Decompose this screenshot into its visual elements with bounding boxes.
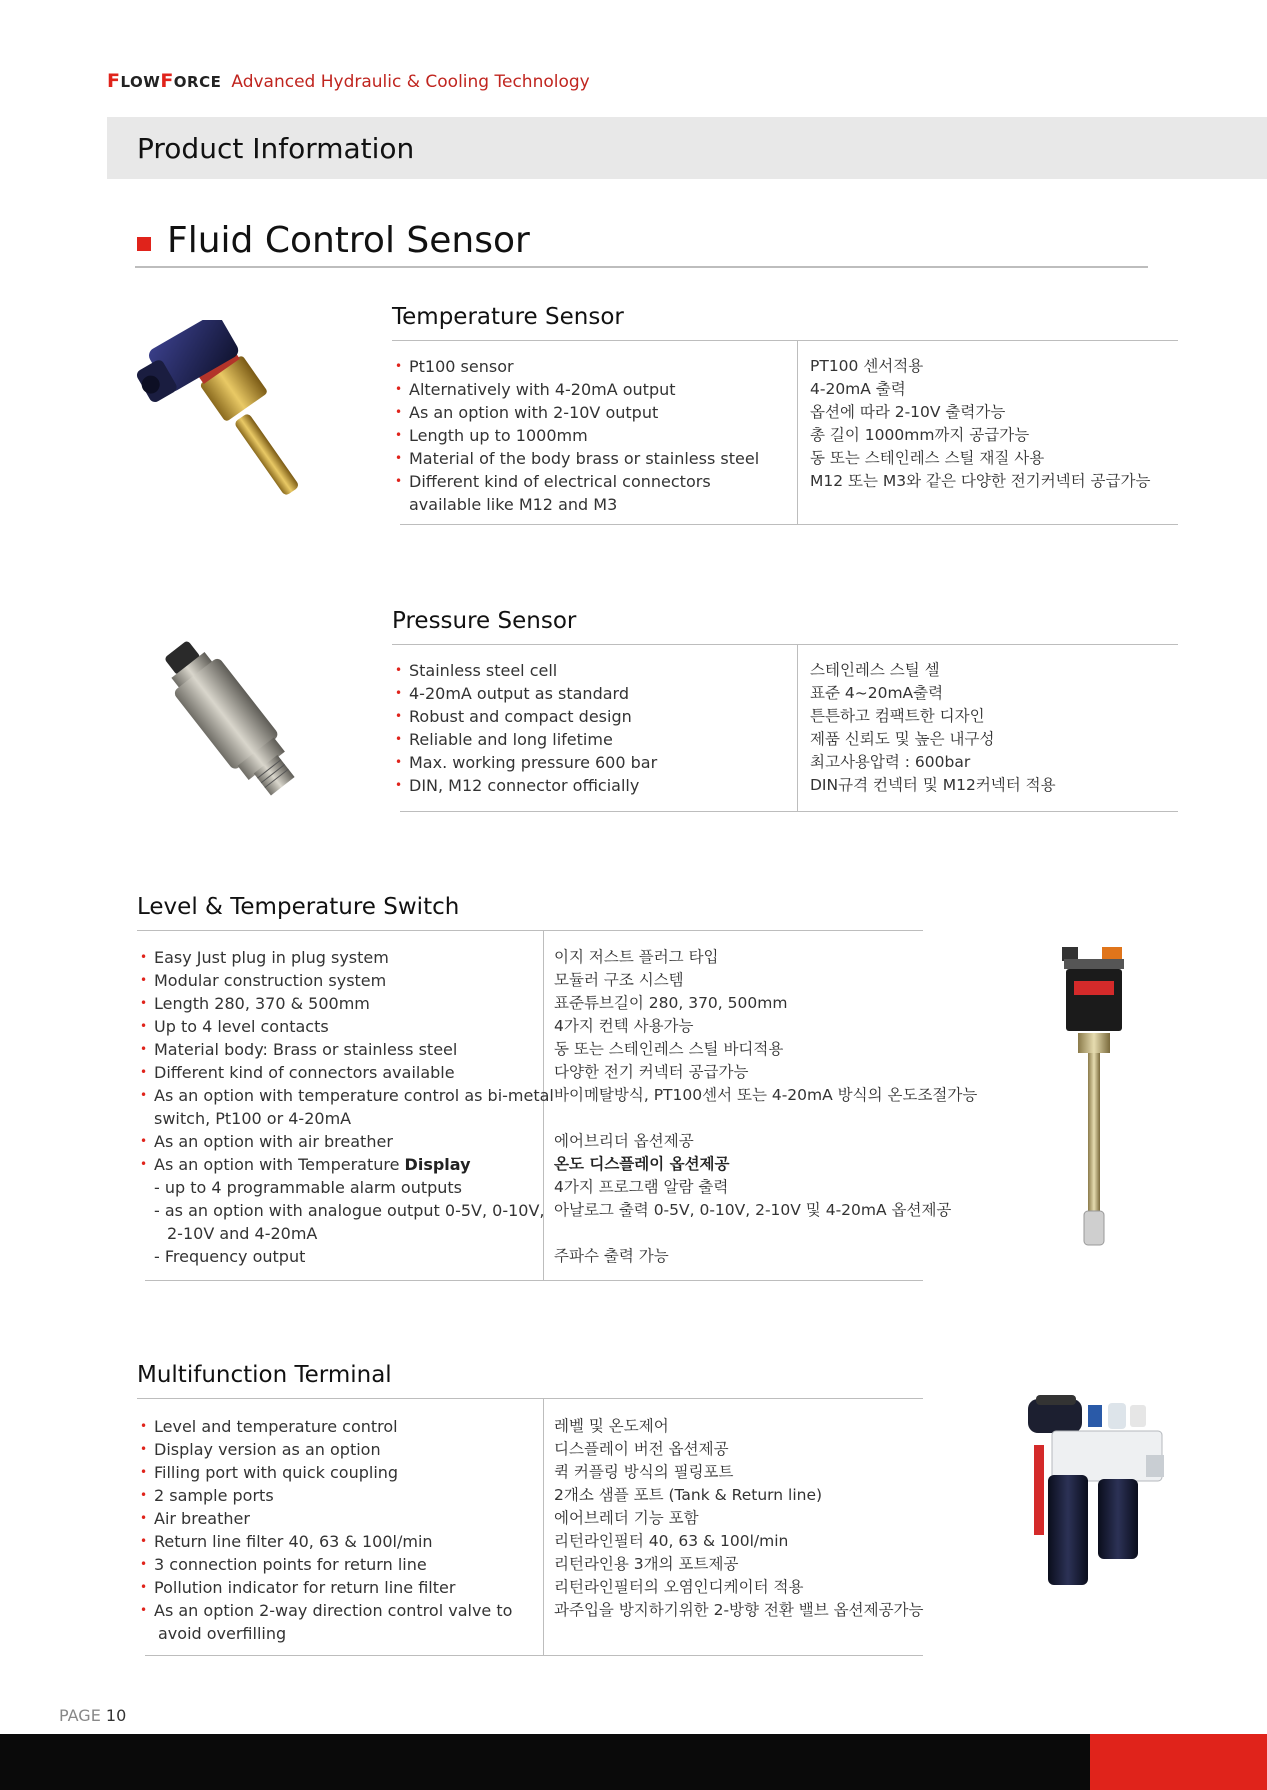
list-item: • Different kind of connectors available: [140, 1061, 554, 1084]
terminal-divider: [543, 1398, 544, 1655]
temperature-sensor-features-en: [395, 355, 759, 516]
header-tagline: Advanced Hydraulic & Cooling Technology: [231, 72, 590, 92]
list-item: • 3 connection points for return line: [140, 1553, 512, 1576]
list-item: 리턴라인용 3개의 포트제공: [554, 1555, 739, 1573]
list-item: PT100 센서적용: [810, 357, 924, 375]
list-item: 온도 디스플레이 옵션제공: [554, 1155, 730, 1173]
list-item-emphasis: Display: [404, 1155, 471, 1174]
list-item: 4가지 프로그램 알람 출력: [554, 1178, 729, 1196]
list-item: M12 또는 M3와 같은 다양한 전기커넥터 공급가능: [810, 472, 1151, 490]
terminal-top-rule: [137, 1398, 923, 1399]
list-item: 아날로그 출력 0-5V, 0-10V, 2-10V 및 4-20mA 옵션제공: [554, 1201, 952, 1219]
list-item: 동 또는 스테인레스 스틸 바디적용: [554, 1040, 784, 1058]
pressure-sensor-title: Pressure Sensor: [392, 608, 577, 634]
list-spacer: [554, 1222, 977, 1245]
list-item: 디스플레이 버전 옵션제공: [554, 1440, 729, 1458]
list-item: - up to 4 programmable alarm outputs: [154, 1178, 463, 1197]
list-item: • Air breather: [140, 1507, 512, 1530]
list-item: • Different kind of electrical connectors: [395, 470, 759, 493]
pressure-sensor-photo: [135, 625, 335, 810]
temperature-sensor-features-ko: [810, 355, 1150, 493]
list-item: • Modular construction system: [140, 969, 554, 992]
list-item: 4가지 컨텍 사용가능: [554, 1017, 694, 1035]
list-item: 최고사용압력 : 600bar: [810, 753, 971, 771]
list-item: 제품 신뢰도 및 높은 내구성: [810, 730, 995, 748]
temperature-sensor-title: Temperature Sensor: [392, 304, 624, 330]
list-item: • Robust and compact design: [395, 705, 657, 728]
page-number: [59, 1706, 126, 1725]
pressure-sensor-top-rule: [392, 644, 1178, 645]
list-item: • DIN, M12 connector officially: [395, 774, 657, 797]
section-title: Fluid Control Sensor: [167, 220, 530, 261]
list-item: 레벨 및 온도제어: [554, 1417, 669, 1435]
list-item: • Reliable and long lifetime: [395, 728, 657, 751]
list-item: - Frequency output: [154, 1247, 306, 1266]
list-item: • Stainless steel cell: [395, 659, 657, 682]
terminal-photo: [1018, 1395, 1178, 1605]
list-item: • As an option 2-way direction control valve to: [140, 1599, 512, 1622]
list-item: • As an option with temperature control as bi-metal: [140, 1084, 554, 1107]
list-item: • Length 280, 370 & 500mm: [140, 992, 554, 1015]
terminal-features-en: [140, 1415, 512, 1645]
list-item: available like M12 and M3: [409, 495, 618, 514]
list-item: 4-20mA 출력: [810, 380, 906, 398]
list-item: • Pt100 sensor: [395, 355, 759, 378]
list-item: 2개소 샘플 포트 (Tank & Return line): [554, 1486, 823, 1504]
list-item: • Easy Just plug in plug system: [140, 946, 554, 969]
list-item: 표준 4~20mA출력: [810, 684, 944, 702]
list-item: • Alternatively with 4-20mA output: [395, 378, 759, 401]
level-switch-features-ko: [554, 946, 977, 1268]
list-item: 에어브레더 기능 포함: [554, 1509, 699, 1527]
list-item: avoid overfilling: [158, 1624, 287, 1643]
list-item: • 4-20mA output as standard: [395, 682, 657, 705]
temperature-sensor-divider: [797, 340, 798, 525]
level-switch-top-rule: [137, 930, 923, 931]
list-spacer: [554, 1107, 977, 1130]
section-divider: [135, 266, 1148, 268]
level-switch-features-en: [140, 946, 554, 1268]
list-item: • Pollution indicator for return line filter: [140, 1576, 512, 1599]
list-item: • As an option with air breather: [140, 1130, 554, 1153]
temperature-sensor-top-rule: [392, 340, 1178, 341]
list-item: • As an option with 2-10V output: [395, 401, 759, 424]
list-item: 리턴라인필터 40, 63 & 100l/min: [554, 1532, 789, 1550]
list-item: DIN규격 컨넥터 및 M12커넥터 적용: [810, 776, 1056, 794]
list-item: [140, 1153, 554, 1176]
list-item: 스테인레스 스틸 셀: [810, 661, 940, 679]
list-item: • Filling port with quick coupling: [140, 1461, 512, 1484]
pressure-sensor-features-en: [395, 659, 657, 797]
list-item: • Material of the body brass or stainless steel: [395, 447, 759, 470]
list-item: 옵션에 따라 2-10V 출력가능: [810, 403, 1006, 421]
list-item: 바이메탈방식, PT100센서 또는 4-20mA 방식의 온도조절가능: [554, 1086, 978, 1104]
list-item: - as an option with analogue output 0-5V, 0-10V,: [154, 1201, 545, 1220]
list-item: • Return line filter 40, 63 & 100l/min: [140, 1530, 512, 1553]
list-item: 총 길이 1000mm까지 공급가능: [810, 426, 1030, 444]
list-item: 과주입을 방지하기위한 2-방향 전환 밸브 옵션제공가능: [554, 1601, 924, 1619]
list-item: • Max. working pressure 600 bar: [395, 751, 657, 774]
section-bullet-icon: [137, 237, 151, 251]
flowforce-logo: FLOWFORCE: [107, 70, 222, 92]
list-item: • Level and temperature control: [140, 1415, 512, 1438]
list-item: • 2 sample ports: [140, 1484, 512, 1507]
banner-title: Product Information: [137, 132, 415, 165]
page-number-value: 10: [105, 1706, 127, 1725]
list-item: 모듈러 구조 시스템: [554, 971, 684, 989]
list-item: 튼튼하고 컴팩트한 디자인: [810, 707, 985, 725]
footer-accent: [1090, 1734, 1267, 1790]
level-switch-title: Level & Temperature Switch: [137, 894, 460, 920]
list-item: 에어브리더 옵션제공: [554, 1132, 694, 1150]
list-item: • Up to 4 level contacts: [140, 1015, 554, 1038]
list-item: • Display version as an option: [140, 1438, 512, 1461]
list-item: 다양한 전기 커넥터 공급가능: [554, 1063, 749, 1081]
page-label: PAGE: [59, 1706, 101, 1725]
list-item: 퀵 커플링 방식의 필링포트: [554, 1463, 734, 1481]
list-item: • Length up to 1000mm: [395, 424, 759, 447]
list-item: switch, Pt100 or 4-20mA: [154, 1109, 352, 1128]
list-item: 동 또는 스테인레스 스틸 재질 사용: [810, 449, 1045, 467]
list-item: 이지 저스트 플러그 타입: [554, 948, 719, 966]
pressure-sensor-bottom-rule: [400, 811, 1178, 812]
level-switch-photo: [1050, 945, 1140, 1250]
pressure-sensor-features-ko: [810, 659, 1056, 797]
terminal-features-ko: [554, 1415, 924, 1622]
terminal-title: Multifunction Terminal: [137, 1362, 392, 1388]
list-item: 리턴라인필터의 오염인디케이터 적용: [554, 1578, 804, 1596]
level-switch-bottom-rule: [145, 1280, 923, 1281]
pressure-sensor-divider: [797, 644, 798, 812]
list-item: 주파수 출력 가능: [554, 1247, 669, 1265]
list-item: 표준튜브길이 280, 370, 500mm: [554, 994, 788, 1012]
temperature-sensor-bottom-rule: [400, 524, 1178, 525]
list-item-text: As an option with Temperature: [154, 1155, 405, 1174]
terminal-bottom-rule: [145, 1655, 923, 1656]
list-item: • Material body: Brass or stainless steel: [140, 1038, 554, 1061]
footer-bar: [0, 1734, 1267, 1790]
list-item: 2-10V and 4-20mA: [167, 1224, 318, 1243]
header-brand: [107, 70, 590, 92]
temperature-sensor-photo: [120, 320, 340, 500]
